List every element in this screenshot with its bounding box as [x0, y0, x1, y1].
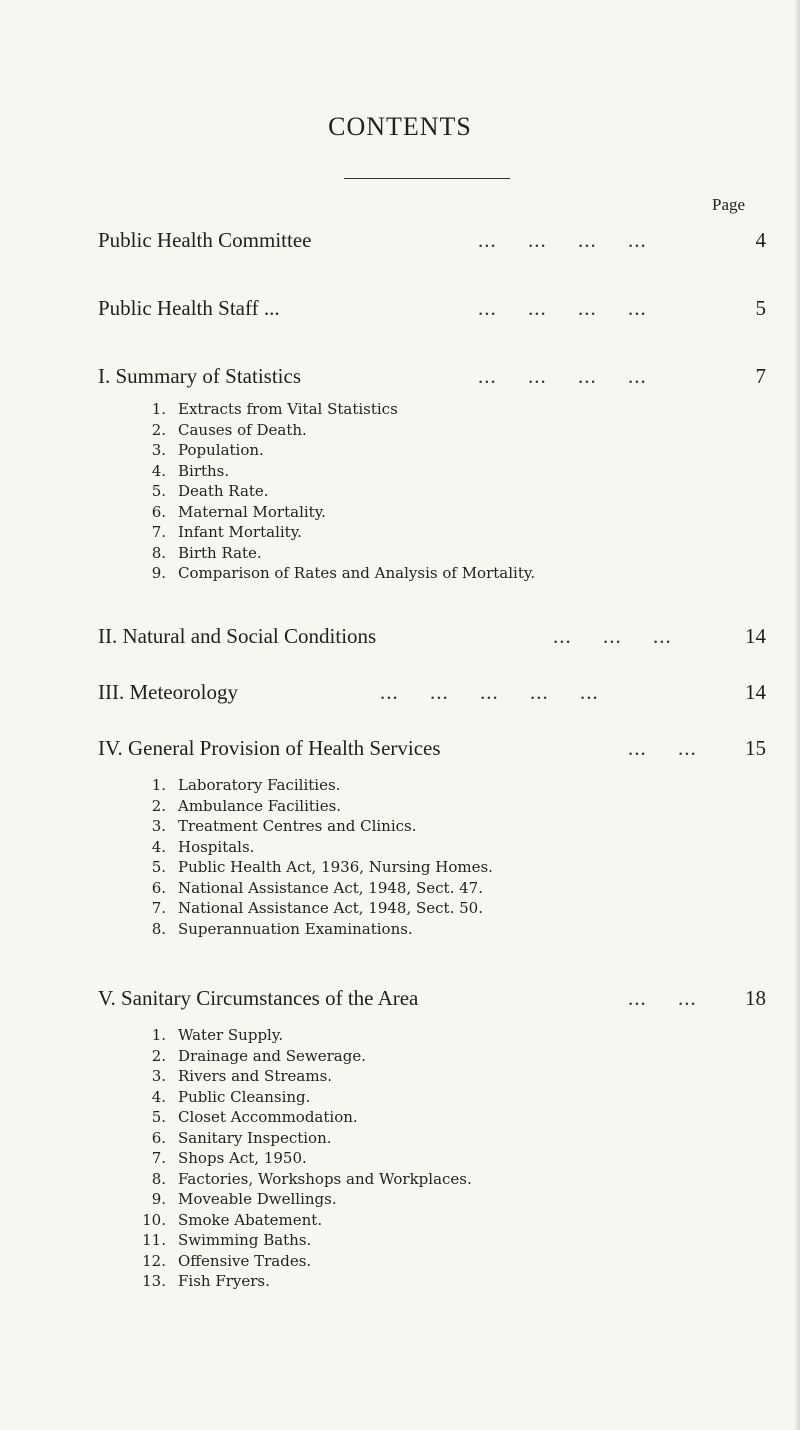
page-column-header: Page [712, 195, 746, 214]
toc-entry-summary-of-statistics [98, 364, 766, 394]
toc-entry-label: Public Health Staff ... [98, 296, 280, 320]
toc-entry-page: 18 [745, 986, 766, 1010]
title-rule [344, 178, 510, 179]
list-item: 13. Fish Fryers. [142, 1272, 270, 1290]
list-item: 8. Superannuation Examinations. [151, 919, 413, 938]
toc-entry-label: V. Sanitary Circumstances of the Area [98, 986, 419, 1010]
toc-entry-page: 14 [745, 624, 766, 648]
toc-entry-label: IV. General Provision of Health Services [98, 736, 441, 760]
toc-entry-sanitary-circumstances [98, 986, 766, 1016]
page-title: CONTENTS [328, 112, 472, 141]
list-item: 6. National Assistance Act, 1948, Sect. 47. [151, 878, 483, 897]
toc-entry-page: 4 [755, 228, 766, 252]
list-item: 3. Population. [151, 441, 264, 459]
toc-leader-dots: ... ... ... ... ... [380, 680, 599, 704]
list-item: 10. Smoke Abatement. [142, 1210, 323, 1229]
section-iv-items [140, 775, 493, 939]
list-item: 3. Rivers and Streams. [151, 1067, 333, 1085]
list-item: 7. Shops Act, 1950. [151, 1149, 307, 1167]
toc-entry-public-health-staff [98, 296, 766, 326]
list-item: 7. National Assistance Act, 1948, Sect. 50. [151, 899, 483, 917]
toc-entry-page: 15 [745, 736, 766, 760]
toc-entry-label: III. Meteorology [98, 680, 238, 704]
section-i-items [140, 399, 535, 584]
toc-entry-label: I. Summary of Statistics [98, 364, 301, 388]
list-item: 2. Drainage and Sewerage. [151, 1046, 366, 1065]
list-item: 2. Causes of Death. [151, 420, 307, 439]
list-item: 7. Infant Mortality. [151, 523, 302, 541]
toc-leader-dots: ... ... ... ... [478, 228, 647, 252]
toc-leader-dots: ... ... [628, 736, 697, 760]
toc-entry-page: 14 [745, 680, 766, 704]
toc-entry-page: 7 [755, 364, 766, 388]
list-item: 1. Water Supply. [151, 1026, 284, 1044]
list-item: 2. Ambulance Facilities. [151, 796, 342, 815]
section-v-items [140, 1025, 472, 1292]
list-item: 8. Birth Rate. [151, 543, 262, 562]
toc-leader-dots: ... ... [628, 986, 697, 1010]
toc-entry-natural-and-social-conditions [98, 624, 766, 654]
list-item: 4. Births. [151, 461, 230, 480]
list-item: 5. Death Rate. [151, 482, 269, 500]
list-item: 5. Public Health Act, 1936, Nursing Homes. [151, 858, 493, 876]
list-item: 11. Swimming Baths. [142, 1231, 312, 1249]
list-item: 1. Laboratory Facilities. [151, 776, 341, 794]
list-item: 8. Factories, Workshops and Workplaces. [151, 1169, 472, 1188]
toc-leader-dots: ... ... ... ... [478, 364, 647, 388]
toc-entry-page: 5 [755, 296, 766, 320]
toc-entry-label: Public Health Committee [98, 228, 312, 252]
toc-entry-general-provision-of-health-services [98, 736, 766, 766]
list-item: 9. Comparison of Rates and Analysis of Mortality. [151, 564, 536, 582]
toc-entry-label: II. Natural and Social Conditions [98, 624, 377, 648]
toc-leader-dots: ... ... ... [553, 624, 672, 648]
list-item: 4. Public Cleansing. [151, 1087, 311, 1106]
list-item: 6. Sanitary Inspection. [151, 1128, 332, 1147]
toc-entry-public-health-committee [98, 228, 766, 258]
toc-entry-meteorology [98, 680, 766, 710]
list-item: 12. Offensive Trades. [142, 1251, 312, 1270]
list-item: 5. Closet Accommodation. [151, 1108, 358, 1126]
list-item: 1. Extracts from Vital Statistics [151, 400, 398, 418]
toc-leader-dots: ... ... ... ... [478, 296, 647, 320]
list-item: 4. Hospitals. [151, 837, 255, 856]
page-edge-shadow [794, 0, 800, 1430]
list-item: 6. Maternal Mortality. [151, 502, 326, 521]
list-item: 3. Treatment Centres and Clinics. [151, 817, 417, 835]
list-item: 9. Moveable Dwellings. [151, 1190, 337, 1208]
